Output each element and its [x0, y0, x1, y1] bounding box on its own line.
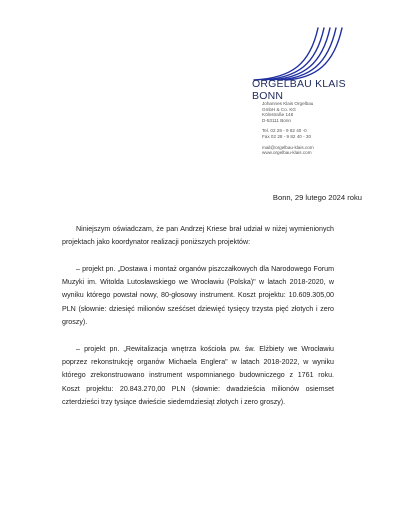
organ-pipe-logo	[252, 24, 348, 84]
intro-paragraph: Niniejszym oświadczam, że pan Andrzej Kriese brał udział w niżej wymienionych projektach jako koordynator realizacji poniższych projektów:	[62, 225, 334, 247]
address-line: D-53111 Bonn	[262, 117, 291, 123]
address-line: Johannes Klais Orgelbau	[262, 101, 314, 106]
company-address-block	[262, 101, 382, 156]
address-line: Kölnstraße 148	[262, 112, 294, 118]
company-name: ORGELBAU KLAIS BONN	[252, 78, 346, 102]
letter-body	[62, 223, 334, 409]
project-paragraph-2: – projekt pn. „Rewitalizacja wnętrza kościoła pw. św. Elżbiety we Wrocławiu poprzez rekonstrukcję organów Michaela Englera" w latach 2018-2022, w wyniku którego zrekonstruowano instrument wspomnianego budowniczego z 1761 roku. Koszt projektu: 20.843.270,00 PLN (słownie: dwadzieścia milionów osiemset czterdzieści trzy tysiące dwieście siedemdziesiąt złotych i zero groszy).	[62, 344, 334, 406]
address-line: GmbH & Co. KG	[262, 106, 296, 112]
fax-line: Fax 02 28 - 9 82 40 - 30	[262, 133, 312, 139]
website-line[interactable]: www.orgelbau-klais.com	[262, 150, 312, 156]
phone-line: Tel. 02 28 - 9 82 40 -0	[262, 128, 307, 134]
project-paragraph-1: – projekt pn. „Dostawa i montaż organów piszczałkowych dla Narodowego Forum Muzyki im. Witolda Lutosławskiego we Wrocławiu (Polska)" w latach 2018-2020, w wyniku którego powstał nowy, 80-głosowy instrument. Koszt projektu: 10.609.305,00 PLN (słownie: dziesięć milionów sześćset dziewięć tysięcy trzysta pięć złotych i zero groszy).	[62, 264, 334, 327]
letter-date: Bonn, 29 lutego 2024 roku	[272, 193, 362, 202]
email-line[interactable]: mail@orgelbau-klais.com	[262, 144, 314, 150]
